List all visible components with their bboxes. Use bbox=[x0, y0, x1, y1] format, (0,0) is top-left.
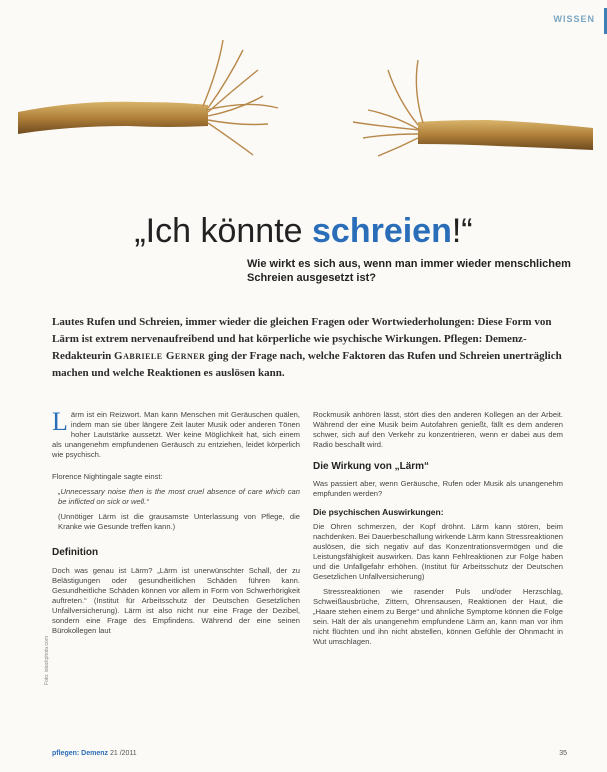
quote-german: (Unnötiger Lärm ist die grausamste Unterlassung von Pflege, die Kranke wie Gesunde treffen kann.) bbox=[58, 512, 300, 531]
photo-credit: Foto: istockphoto.com bbox=[44, 636, 50, 685]
page-title: „Ich könnte schreien!“ bbox=[134, 212, 473, 250]
author-name: Gabriele Gerner bbox=[114, 350, 206, 362]
title-highlight: schreien bbox=[312, 212, 452, 250]
page-number: 35 bbox=[559, 750, 567, 757]
section-label: WISSEN bbox=[553, 14, 595, 24]
heading-psychisch: Die psychischen Auswirkungen: bbox=[313, 507, 444, 517]
subtitle: Wie wirkt es sich aus, wenn man immer wieder menschlichem Schreien ausgesetzt ist? bbox=[247, 258, 571, 284]
drop-cap: L bbox=[52, 407, 68, 436]
continued-paragraph: Rockmusik anhören lässt, stört dies den anderen Kollegen an der Arbeit. Während der eine Musik beim Autofahren genießt, fällt es dem anderen schwer, sich auf den Verkehr zu konzentrieren, wenn er dabei aus dem Radio beschallt wird. bbox=[313, 410, 563, 449]
quote-english: „Unnecessary noise then is the most cruel absence of care which can be inflicted on sick or well.“ bbox=[58, 487, 300, 506]
heading-wirkung: Die Wirkung von „Lärm“ bbox=[313, 461, 430, 472]
definition-paragraph: Doch was genau ist Lärm? „Lärm ist unerwünschter Schall, der zu Belästigungen oder gesundheitlichen Schäden führen kann. Gesundheitliche Schäden können vor allem in Form von Schwerhörigkeit auftreten.“ (Institut für Arbeitsschutz der Deutschen Gesetzlichen Unfallversicherung). Lärm ist also nicht nur eine Frage der Dezibel, sondern eine Frage des Empfindens. Während der eine seinen Bürokollegen laut bbox=[52, 566, 300, 635]
wirkung-paragraph: Was passiert aber, wenn Geräusche, Rufen oder Musik als unangenehm empfunden werden? bbox=[313, 479, 563, 498]
column-right bbox=[313, 410, 563, 652]
footer-issue: 21 /2011 bbox=[109, 750, 137, 757]
stress-paragraph: Stressreaktionen wie rasender Puls und/oder Herzschlag, Schweißausbrüche, Zittern, Ohrensausen, Reaktionen der Haut, die „Haare stehen einem zu Berge“ und ähnliche Symptome können die Folge sein. Hält der als unangenehm empfundene Lärm an, kann man vor ihm nicht flüchten und ihn nicht abstellen, können Gefühle der Ohnmacht in Wut umschlagen. bbox=[313, 587, 563, 646]
heading-definition: Definition bbox=[52, 547, 99, 558]
intro-paragraph: ärm ist ein Reizwort. Man kann Menschen mit Geräuschen quälen, indem man sie über längere Zeit lauter Musik oder anderen Tönen hoher Lautstärke aussetzt. Wer keine Möglichkeit hat, sich einem als unangenehm empfundenen Geräusch zu entziehen, leidet körperlich wie psychisch. bbox=[52, 410, 300, 459]
frayed-rope-image bbox=[18, 30, 593, 160]
footer-brand: pflegen: Demenz 21 /2011 bbox=[52, 750, 137, 757]
psychisch-paragraph: Die Ohren schmerzen, der Kopf dröhnt. Lärm kann stören, beim nachdenken. Bei Dauerbeschallung wirkende Lärm kann Stressreaktionen auslösen, die sich negativ auf das Konzentrationsvermögen und die Leistungsfähigkeit auswirken. Das kann Fehlreaktionen zur Folge haben und die Unfallgefahr erhöhen. (Institut für Arbeitsschutz der Deutschen Gesetzlichen Unfallversicherung) bbox=[313, 522, 563, 581]
nightingale-intro: Florence Nightingale sagte einst: bbox=[52, 472, 163, 481]
lead-paragraph: Lautes Rufen und Schreien, immer wieder die gleichen Fragen oder Wortwiederholungen: Diese Form von Lärm ist extrem nervenaufreibend und hat körperliche wie psychische Wirkungen. Pflegen: Demenz-Redakteurin Gabriele Gerner ging der Frage nach, welche Faktoren das Rufen und Schreien unerträglich machen und welche Reaktionen es auslösen kann. bbox=[52, 316, 562, 379]
column-left bbox=[52, 407, 300, 641]
